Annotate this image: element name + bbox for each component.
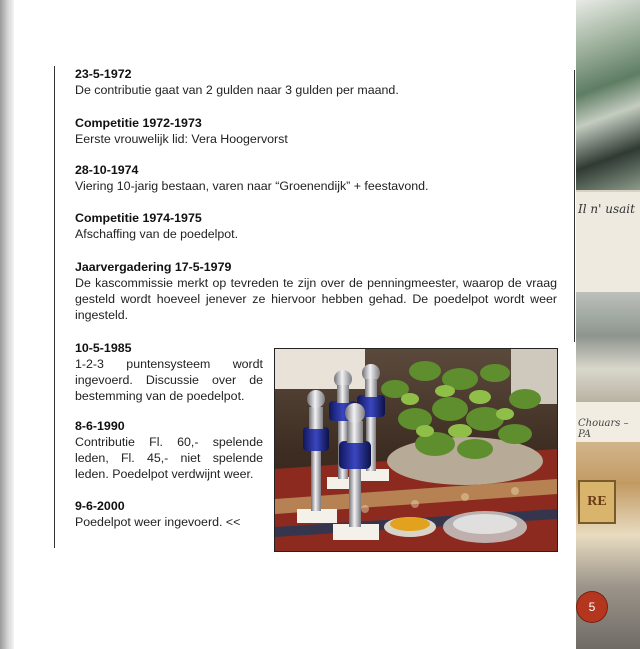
entry-1974-jubileum	[75, 162, 557, 194]
right-vertical-rule	[574, 70, 575, 342]
entry-1985	[75, 340, 263, 404]
entry-text: De kascommissie merkt op tevreden te zijn over de penningmeester, waarop de vraag gesteld wordt hoeveel jenever ze hiervoor hebben gehad. De poedelpot wordt weer ingesteld.	[75, 276, 557, 322]
trophies-plant-illustration	[275, 349, 557, 551]
entry-date: Competitie 1974-1975	[75, 211, 202, 225]
entry-1972-contributie	[75, 66, 557, 98]
entry-date: 8-6-1990	[75, 419, 125, 433]
collage-photo-top	[576, 0, 640, 190]
entry-date: 23-5-1972	[75, 67, 132, 81]
entry-text: Poedelpot weer ingevoerd. <<	[75, 515, 241, 529]
collage-handwriting	[576, 402, 640, 442]
entry-text: Viering 10-jarig bestaan, varen naar “Groenendijk” + feestavond.	[75, 179, 429, 193]
stamp: RE	[578, 480, 616, 524]
page-number-badge: 5	[577, 592, 607, 622]
left-vertical-rule	[54, 66, 55, 548]
entry-text: De contributie gaat van 2 gulden naar 3 gulden per maand.	[75, 83, 399, 97]
entry-2000	[75, 498, 263, 530]
page	[14, 0, 576, 649]
book-spine-shadow	[0, 0, 14, 649]
trophies-photo	[274, 348, 558, 552]
entry-competitie-1972	[75, 115, 557, 147]
entry-date: 28-10-1974	[75, 163, 139, 177]
entry-text: Contributie Fl. 60,- spelende leden, Fl. 45,- niet spelende leden. Poedelpot verdwijnt weer.	[75, 435, 263, 481]
collage-note	[576, 192, 640, 292]
entry-date: Competitie 1972-1973	[75, 116, 202, 130]
collage-photo-middle	[576, 292, 640, 402]
entry-jaarvergadering-1979	[75, 259, 557, 323]
collage-strip	[576, 0, 640, 649]
entry-date: 9-6-2000	[75, 499, 125, 513]
entry-text: Eerste vrouwelijk lid: Vera Hoogervorst	[75, 132, 288, 146]
entry-text: Afschaffing van de poedelpot.	[75, 227, 239, 241]
entry-text: 1-2-3 puntensysteem wordt ingevoerd. Discussie over de bestemming van de poedelpot.	[75, 357, 263, 403]
entry-date: 10-5-1985	[75, 341, 132, 355]
entry-competitie-1974	[75, 210, 557, 242]
handwriting-note: Il n' usait	[578, 202, 635, 216]
handwriting-note: Chouars – PA	[578, 418, 629, 440]
entry-1990	[75, 418, 263, 482]
entry-date: Jaarvergadering 17-5-1979	[75, 260, 232, 274]
